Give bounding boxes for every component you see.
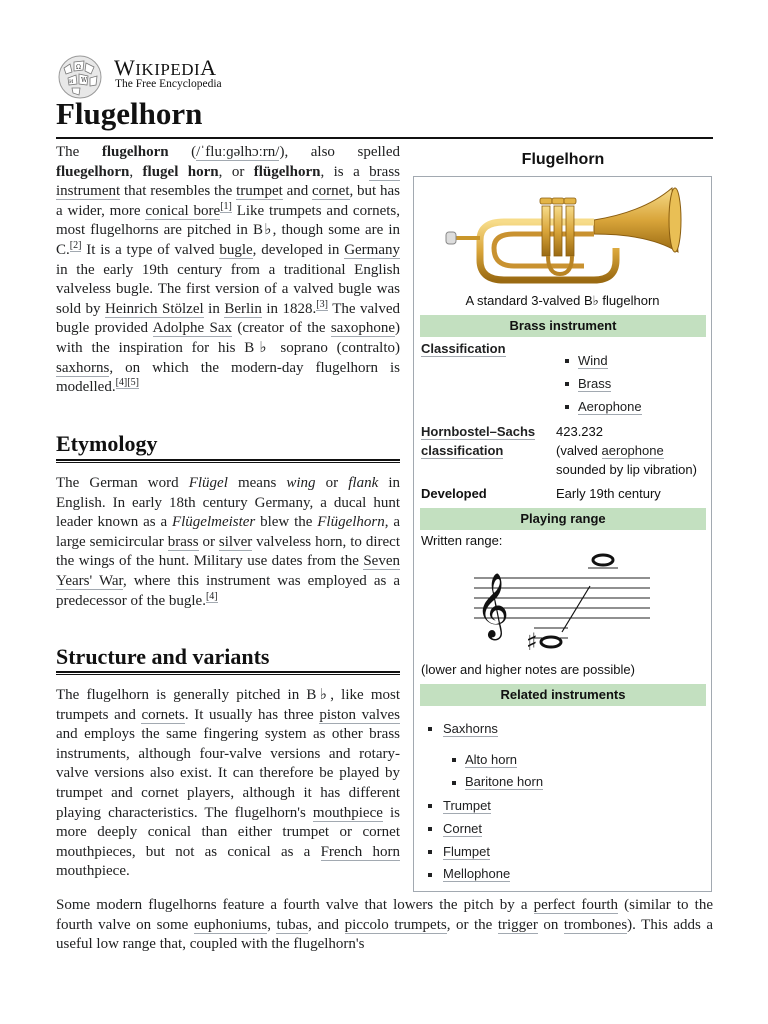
- link-heinrich-stolzel[interactable]: Heinrich Stölzel: [105, 300, 204, 317]
- range-note: (lower and higher notes are possible): [421, 662, 635, 677]
- link-germany[interactable]: Germany: [344, 241, 400, 258]
- link-adolphe-sax[interactable]: Adolphe Sax: [152, 320, 233, 337]
- link-euphoniums[interactable]: euphoniums: [193, 916, 268, 933]
- bullet: [565, 405, 569, 409]
- written-range-staff[interactable]: [470, 552, 654, 660]
- link-conical-bore[interactable]: conical bore: [145, 202, 221, 219]
- structure-paragraph: The flugelhorn is generally pitched in B♭, like most trumpets and cornets. It usually has three piston valves and employs the same fingering system as other brass instruments, although four-valve versions and rotary-valve versions also exist. It can therefore be played by trumpet and cornet players, although it has different playing characteristics. The flugelhorn's mouthpiece is more deeply conical than either trumpet or cornet mouthpieces, but not as conical as a French horn mouthpiece.: [56, 687, 400, 880]
- page-title: Flugelhorn: [56, 96, 203, 131]
- bullet: [428, 827, 432, 831]
- related-baritone-horn[interactable]: Baritone horn: [465, 774, 544, 789]
- bullet: [452, 758, 456, 762]
- classification-wind[interactable]: Wind: [578, 353, 608, 368]
- link-brass[interactable]: brass: [167, 533, 199, 550]
- bullet: [565, 359, 569, 363]
- developed-value: Early 19th century: [556, 486, 661, 501]
- link-trombones[interactable]: trombones: [563, 916, 628, 933]
- flugelhorn-image[interactable]: [444, 182, 684, 290]
- classification-aerophone[interactable]: Aerophone: [578, 399, 642, 414]
- link-piccolo-trumpets[interactable]: piccolo trumpets: [344, 916, 447, 933]
- title-divider: [56, 137, 713, 139]
- related-flumpet[interactable]: Flumpet: [443, 844, 490, 859]
- hornbostel-sachs-value: 423.232: [556, 424, 603, 439]
- hornbostel-sachs-note-2: sounded by lip vibration): [556, 462, 697, 477]
- svg-text:Ω: Ω: [76, 64, 81, 71]
- bullet: [428, 804, 432, 808]
- related-trumpet[interactable]: Trumpet: [443, 798, 491, 813]
- link-silver[interactable]: silver: [218, 533, 253, 550]
- wikipedia-wordmark[interactable]: WIKIPEDIA: [114, 55, 217, 80]
- related-cornet[interactable]: Cornet: [443, 821, 483, 836]
- link-berlin[interactable]: Berlin: [224, 300, 262, 317]
- structure-paragraph-2: Some modern flugelhorns feature a fourth valve that lowers the pitch by a perfect fourth (similar to the fourth valve on some euphoniums, tubas, and piccolo trumpets, or the trigger on trombones). This adds a useful low range that, coupled with the flugelhorn's: [56, 897, 713, 953]
- lead-paragraph: The flugelhorn (/ˈfluːɡəlhɔːrn/), also spelled fluegelhorn, flugel horn, or flügelhorn, is a brass instrument that resembles the trumpet and cornet, but has a wider, more conical bore[1] Like trumpets and cornets, most flugelhorns are pitched in B♭, though some are in C.[2] It is a type of valved bugle, developed in Germany in the early 19th century from a traditional English valveless bugle. The first version of a valved bugle was sold by Heinrich Stölzel in Berlin in 1828.[3] The valved bugle provided Adolphe Sax (creator of the saxophone) with the inspiration for his B♭ soprano (contralto) saxhorns, on which the modern-day flugelhorn is modelled.[4][5]: [56, 144, 401, 396]
- svg-text:𝄞: 𝄞: [476, 573, 510, 638]
- citation-3[interactable]: [3]: [316, 298, 328, 310]
- svg-text:И: И: [69, 79, 74, 85]
- infobox-header-related: Related instruments: [420, 684, 706, 706]
- citation-1[interactable]: [1]: [220, 200, 232, 212]
- link-bugle[interactable]: bugle: [219, 241, 253, 258]
- link-tubas[interactable]: tubas: [276, 916, 309, 933]
- related-saxhorns[interactable]: Saxhorns: [443, 721, 498, 736]
- hornbostel-sachs-note: (valved aerophone: [556, 443, 664, 458]
- classification-label[interactable]: Classification: [421, 341, 506, 356]
- developed-label: Developed: [421, 486, 487, 501]
- section-heading-structure: Structure and variants: [56, 644, 270, 669]
- classification-brass[interactable]: Brass: [578, 376, 612, 391]
- infobox-title: Flugelhorn: [521, 151, 605, 168]
- wikipedia-globe-logo[interactable]: [56, 54, 104, 100]
- svg-text:♯: ♯: [526, 628, 538, 656]
- citation-4[interactable]: [4]: [205, 590, 218, 602]
- link-cornet[interactable]: cornet: [312, 183, 350, 200]
- link-saxhorns[interactable]: saxhorns: [56, 359, 110, 376]
- link-trigger[interactable]: trigger: [497, 916, 538, 933]
- link-perfect-fourth[interactable]: perfect fourth: [533, 897, 619, 913]
- link-trumpet[interactable]: trumpet: [236, 183, 283, 200]
- link-saxophone[interactable]: saxophone: [330, 320, 395, 337]
- link-brass-instrument[interactable]: brass instrument: [56, 163, 400, 200]
- infobox-header-playing-range: Playing range: [420, 508, 706, 530]
- link-aerophone[interactable]: aerophone: [601, 443, 664, 458]
- link-mouthpiece[interactable]: mouthpiece: [312, 804, 383, 821]
- link-cornets[interactable]: cornets: [141, 706, 185, 723]
- written-range-label: Written range:: [421, 533, 503, 548]
- link-french-horn[interactable]: French horn: [320, 843, 400, 860]
- bullet: [565, 382, 569, 386]
- etymology-paragraph: The German word Flügel means wing or flank in English. In early 18th century Germany, a ducal hunt leader known as a Flügelmeister blew the Flügelhorn, a large semicircular brass or silver valveless horn, to direct the wings of the hunt. Military use dates from the Seven Years' War, where this instrument was employed as a predecessor of the bugle.[4]: [56, 475, 401, 609]
- bullet: [428, 873, 432, 877]
- section-heading-etymology: Etymology: [56, 431, 158, 456]
- bullet: [428, 727, 432, 731]
- related-mellophone[interactable]: Mellophone: [443, 866, 511, 881]
- ipa-link[interactable]: /ˈfluːɡəlhɔːrn/: [196, 144, 280, 160]
- related-alto-horn[interactable]: Alto horn: [465, 752, 518, 767]
- section-divider: [56, 671, 400, 675]
- infobox-header-brass: Brass instrument: [420, 315, 706, 337]
- citation-4-5[interactable]: [4][5]: [115, 377, 139, 389]
- link-piston-valves[interactable]: piston valves: [319, 706, 400, 723]
- hornbostel-sachs-label[interactable]: Hornbostel–Sachs: [421, 424, 536, 439]
- bullet: [452, 781, 456, 785]
- infobox-image-caption: A standard 3-valved B♭ flugelhorn: [465, 293, 660, 308]
- section-divider: [56, 459, 400, 463]
- hornbostel-sachs-label-2[interactable]: classification: [421, 443, 504, 458]
- wikipedia-tagline: The Free Encyclopedia: [115, 78, 222, 90]
- svg-text:W: W: [81, 77, 88, 84]
- link-seven-years-war[interactable]: Seven Years' War: [56, 553, 400, 589]
- bullet: [428, 850, 432, 854]
- citation-2[interactable]: [2]: [69, 239, 82, 251]
